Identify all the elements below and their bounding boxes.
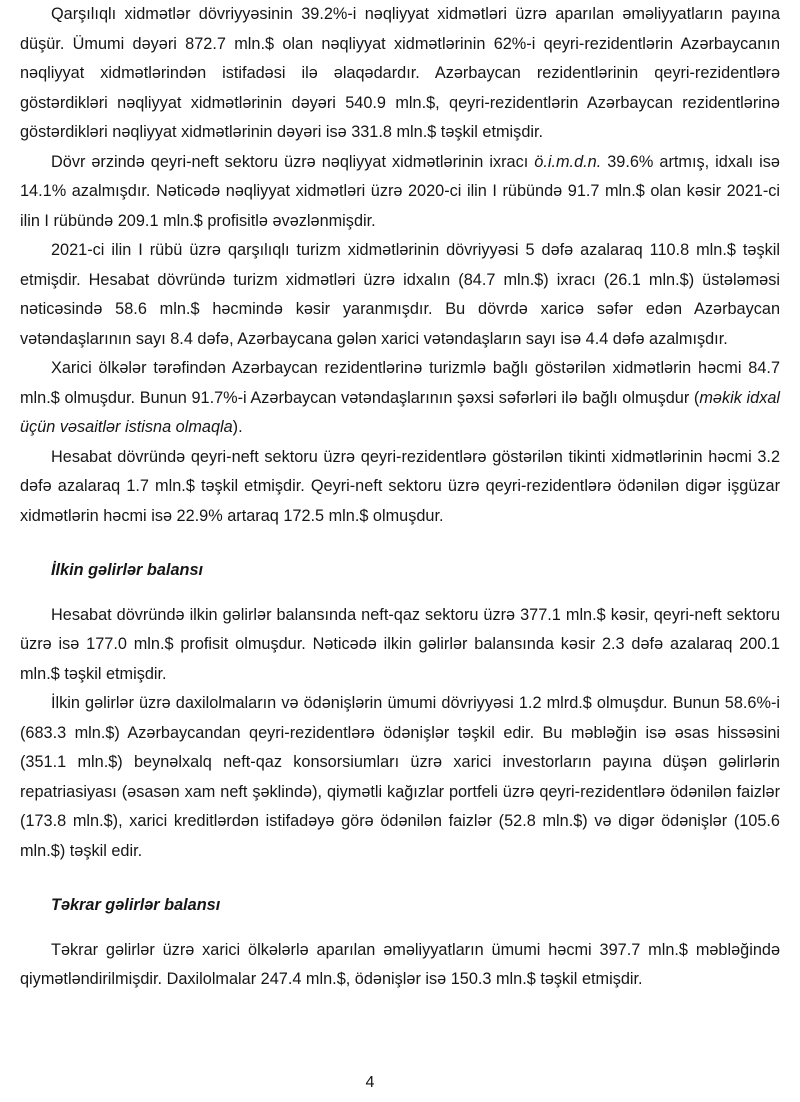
text-run: Qarşılıqlı xidmətlər dövriyyəsinin 39.2%-i nəqliyyat xidmətləri üzrə aparılan əməliyyatların payına düşür. Ümumi dəyəri 872.7 mln.$ olan nəqliyyat xidmətlərinin 62%-i qeyri-rezidentlərin Azərbaycanın nəqliyyat xidmətlərindən istifadəsi ilə əlaqədardır. Azərbaycan rezidentlərinin qeyri-rezidentlərə göstərdikləri nəqliyyat xidmətlərinin dəyəri 540.9 mln.$, qeyri-rezidentlərin Azərbaycan rezidentlərinə göstərdikləri nəqliyyat xidmətlərinin dəyəri isə 331.8 mln.$ təşkil etmişdir. [20,5,780,141]
page-number: 4 [365,1074,375,1091]
paragraph-primary-income-flows [20,689,780,866]
text-run: Dövr ərzində qeyri-neft sektoru üzrə nəqliyyat xidmətlərinin ixracı [51,152,535,171]
heading-secondary-income-balance: Təkrar gəlirlər balansı [51,896,221,914]
paragraph-secondary-income-turnover [20,936,780,995]
paragraph-primary-income-deficit [20,601,780,690]
text-run: İlkin gəlirlər üzrə daxilolmaların və ödənişlərin ümumi dövriyyəsi 1.2 mlrd.$ olmuşdur. Bunun 58.6%-i (683.3 mln.$) Azərbaycandan qeyri-rezidentlərə ödənişlər təşkil edir. Bu məbləğin isə əsas hissəsini (351.1 mln.$) beynəlxalq neft-qaz konsorsiumları üzrə xarici investorların payına düşən gəlirlərin repatriasiyası (əsasən xam neft şəklində), qiymətli kağızlar portfeli üzrə qeyri-rezidentlərə ödənilən faizlər (173.8 mln.$), xarici kreditlərdən istifadəyə görə ödənilən faizlər (52.8 mln.$) və digər ödənişlər (105.6 mln.$) təşkil edir. [20,694,780,860]
paragraph-tourism-turnover [20,236,780,354]
text-run: Hesabat dövründə qeyri-neft sektoru üzrə qeyri-rezidentlərə göstərilən tikinti xidmətlərinin həcmi 3.2 dəfə azalaraq 1.7 mln.$ təşkil etmişdir. Qeyri-neft sektoru üzrə qeyri-rezidentlərə ödənilən digər işgüzar xidmətlərin həcmi isə 22.9% artaraq 172.5 mln.$ olmuşdur. [20,447,780,525]
text-run: Təkrar gəlirlər üzrə xarici ölkələrlə aparılan əməliyyatların ümumi həcmi 397.7 mln.$ məbləğində qiymətləndirilmişdir. Daxilolmalar 247.4 mln.$, ödənişlər isə 150.3 mln.$ təşkil etmişdir. [20,940,780,988]
paragraph-transport-services-share [20,0,780,148]
text-run: 39.6% artmış, idxalı isə 14.1% azalmışdır. Nəticədə nəqliyyat xidmətləri üzrə 2020-ci ilin I rübündə 91.7 mln.$ olan kəsir 2021-ci ilin I rübündə 209.1 mln.$ profisitlə əvəzlənmişdir. [20,152,780,230]
text-run: Xarici ölkələr tərəfindən Azərbaycan rezidentlərinə turizmlə bağlı göstərilən xidmətlərin həcmi 84.7 mln.$ olmuşdur. Bunun 91.7%-i Azərbaycan vətəndaşlarının şəxsi səfərləri ilə bağlı olmuşdur ( [20,359,780,407]
paragraph-construction-business-services [20,443,780,532]
text-run: ). [232,418,243,436]
document-body [20,0,780,995]
text-run: Hesabat dövründə ilkin gəlirlər balansında neft-qaz sektoru üzrə 377.1 mln.$ kəsir, qeyri-neft sektoru üzrə isə 177.0 mln.$ profisit olmuşdur. Nəticədə ilkin gəlirlər balansında kəsir 2.3 dəfə azalaraq 200.1 mln.$ təşkil etmişdir. [20,605,780,683]
heading-primary-income-balance: İlkin gəlirlər balansı [51,561,204,579]
paragraph-transport-export-import [20,148,780,237]
text-run: 2021-ci ilin I rübü üzrə qarşılıqlı turizm xidmətlərinin dövriyyəsi 5 dəfə azalaraq 110.8 mln.$ təşkil etmişdir. Hesabat dövründə turizm xidmətləri üzrə idxalın (84.7 mln.$) ixracı (26.1 mln.$) üstələməsi nəticəsində 58.6 mln.$ həcmində kəsir yaranmışdır. Bu dövrdə xaricə səfər edən Azərbaycan vətəndaşlarının sayı 8.4 dəfə, Azərbaycana gələn xarici vətəndaşların sayı isə 4.4 dəfə azalmışdır. [20,241,780,348]
paragraph-tourism-services-residents [20,354,780,443]
text-run-italic-note: məkik idxal üçün vəsaitlər istisna olmaqla [20,388,781,436]
text-run-italic-abbreviation: ö.i.m.d.n. [534,152,602,171]
